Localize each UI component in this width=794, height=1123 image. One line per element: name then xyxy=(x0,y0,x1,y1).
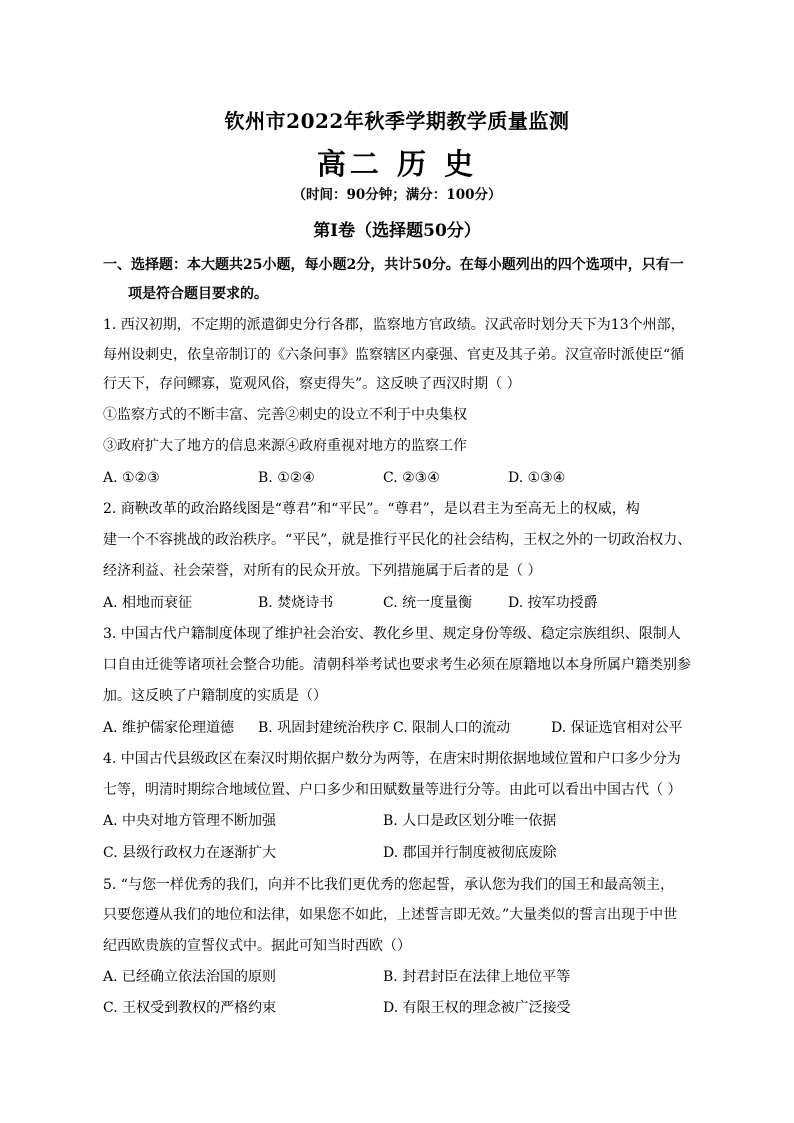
question-3-option-d[interactable]: D. 保证选官相对公平 xyxy=(551,720,683,736)
question-5-option-a[interactable]: A. 已经确立依法治国的原则 xyxy=(103,969,277,985)
question-1-option-a[interactable]: A. ①②③ xyxy=(103,470,160,486)
question-2-option-b[interactable]: B. 焚烧诗书 xyxy=(258,595,334,611)
question-1-option-d[interactable]: D. ①③④ xyxy=(508,470,566,486)
question-4-option-b[interactable]: B. 人口是政区划分唯一依据 xyxy=(383,813,557,829)
question-4-option-a[interactable]: A. 中央对地方管理不断加强 xyxy=(103,813,277,829)
exam-title: 钦州市2022年秋季学期教学质量监测 xyxy=(224,109,570,133)
question-5-option-c[interactable]: C. 王权受到教权的严格约束 xyxy=(103,1000,277,1016)
question-4-option-c[interactable]: C. 县级行政权力在逐渐扩大 xyxy=(103,845,277,861)
question-1-line: ③政府扩大了地方的信息来源④政府重视对地方的监察工作 xyxy=(103,438,467,454)
question-2-option-d[interactable]: D. 按军功授爵 xyxy=(508,595,598,611)
question-1-line: 行天下，存问鳏寡，览观风俗，察吏得失”。这反映了西汉时期（ ） xyxy=(103,376,521,392)
instructions-line-1: 一、选择题：本大题共25小题，每小题2分，共计50分。在每小题列出的四个选项中，只有一 xyxy=(103,257,684,273)
question-3-line: 口自由迁徙等诸项社会整合功能。清朝科举考试也要求考生必须在原籍地以本身所属户籍类别参 xyxy=(103,657,691,673)
subject-title: 高二 历 史 xyxy=(316,147,478,181)
question-4-option-d[interactable]: D. 郡国并行制度被彻底废除 xyxy=(383,845,557,861)
question-2-option-a[interactable]: A. 相地而衰征 xyxy=(103,595,193,611)
question-2-line: 2. 商鞅改革的政治路线图是“尊君”和“平民”。“尊君”，是以君主为至高无上的权威，构 xyxy=(103,501,640,517)
question-3-option-b[interactable]: B. 巩固封建统治秩序 xyxy=(258,720,390,736)
question-3-option-a[interactable]: A. 维护儒家伦理道德 xyxy=(103,720,235,736)
question-1-option-b[interactable]: B. ①②④ xyxy=(258,470,315,486)
volume-title: 第Ⅰ卷（选择题50分） xyxy=(313,221,481,241)
question-1-line: ①监察方式的不断丰富、完善②刺史的设立不利于中央集权 xyxy=(103,407,467,423)
question-5-option-d[interactable]: D. 有限王权的理念被广泛接受 xyxy=(383,1000,571,1016)
question-1-line: 1. 西汉初期，不定期的派遣御史分行各郡，监察地方官政绩。汉武帝时划分天下为13个州部， xyxy=(103,317,685,333)
question-4-line: 七等，明清时期综合地域位置、户口多少和田赋数量等进行分等。由此可以看出中国古代（ ） xyxy=(103,782,682,798)
question-3-line: 3. 中国古代户籍制度体现了维护社会治安、教化乡里、规定身份等级、稳定宗族组织、限制人 xyxy=(103,626,681,642)
question-5-line: 纪西欧贵族的宣誓仪式中。据此可知当时西欧（） xyxy=(103,938,411,954)
question-4-line: 4. 中国古代县级政区在秦汉时期依据户数分为两等，在唐宋时期依据地域位置和户口多少分为 xyxy=(103,751,681,767)
question-2-line: 经济利益、社会荣誉，对所有的民众开放。下列措施属于后者的是（ ） xyxy=(103,563,542,579)
exam-meta: （时间：90分钟；满分：100分） xyxy=(292,187,502,203)
question-1-line: 每州设刺史，依皇帝制订的《六条问事》监察辖区内豪强、官吏及其子弟。汉宣帝时派使臣“循 xyxy=(103,347,685,363)
question-5-line: 5. “与您一样优秀的我们，向并不比我们更优秀的您起誓，承认您为我们的国王和最高领主， xyxy=(103,877,674,893)
question-1-option-c[interactable]: C. ②③④ xyxy=(383,470,440,486)
question-2-line: 建一个不容挑战的政治秩序。“平民”，就是推行平民化的社会结构，王权之外的一切政治权力、 xyxy=(103,532,692,548)
question-5-line: 只要您遵从我们的地位和法律，如果您不如此，上述誓言即无效。”大量类似的誓言出现于中世 xyxy=(103,907,678,923)
question-5-option-b[interactable]: B. 封君封臣在法律上地位平等 xyxy=(383,969,571,985)
question-3-option-c[interactable]: C. 限制人口的流动 xyxy=(393,720,511,736)
question-2-option-c[interactable]: C. 统一度量衡 xyxy=(383,595,473,611)
instructions-line-2: 项是符合题目要求的。 xyxy=(128,286,268,302)
question-3-line: 加。这反映了户籍制度的实质是（） xyxy=(103,688,327,704)
